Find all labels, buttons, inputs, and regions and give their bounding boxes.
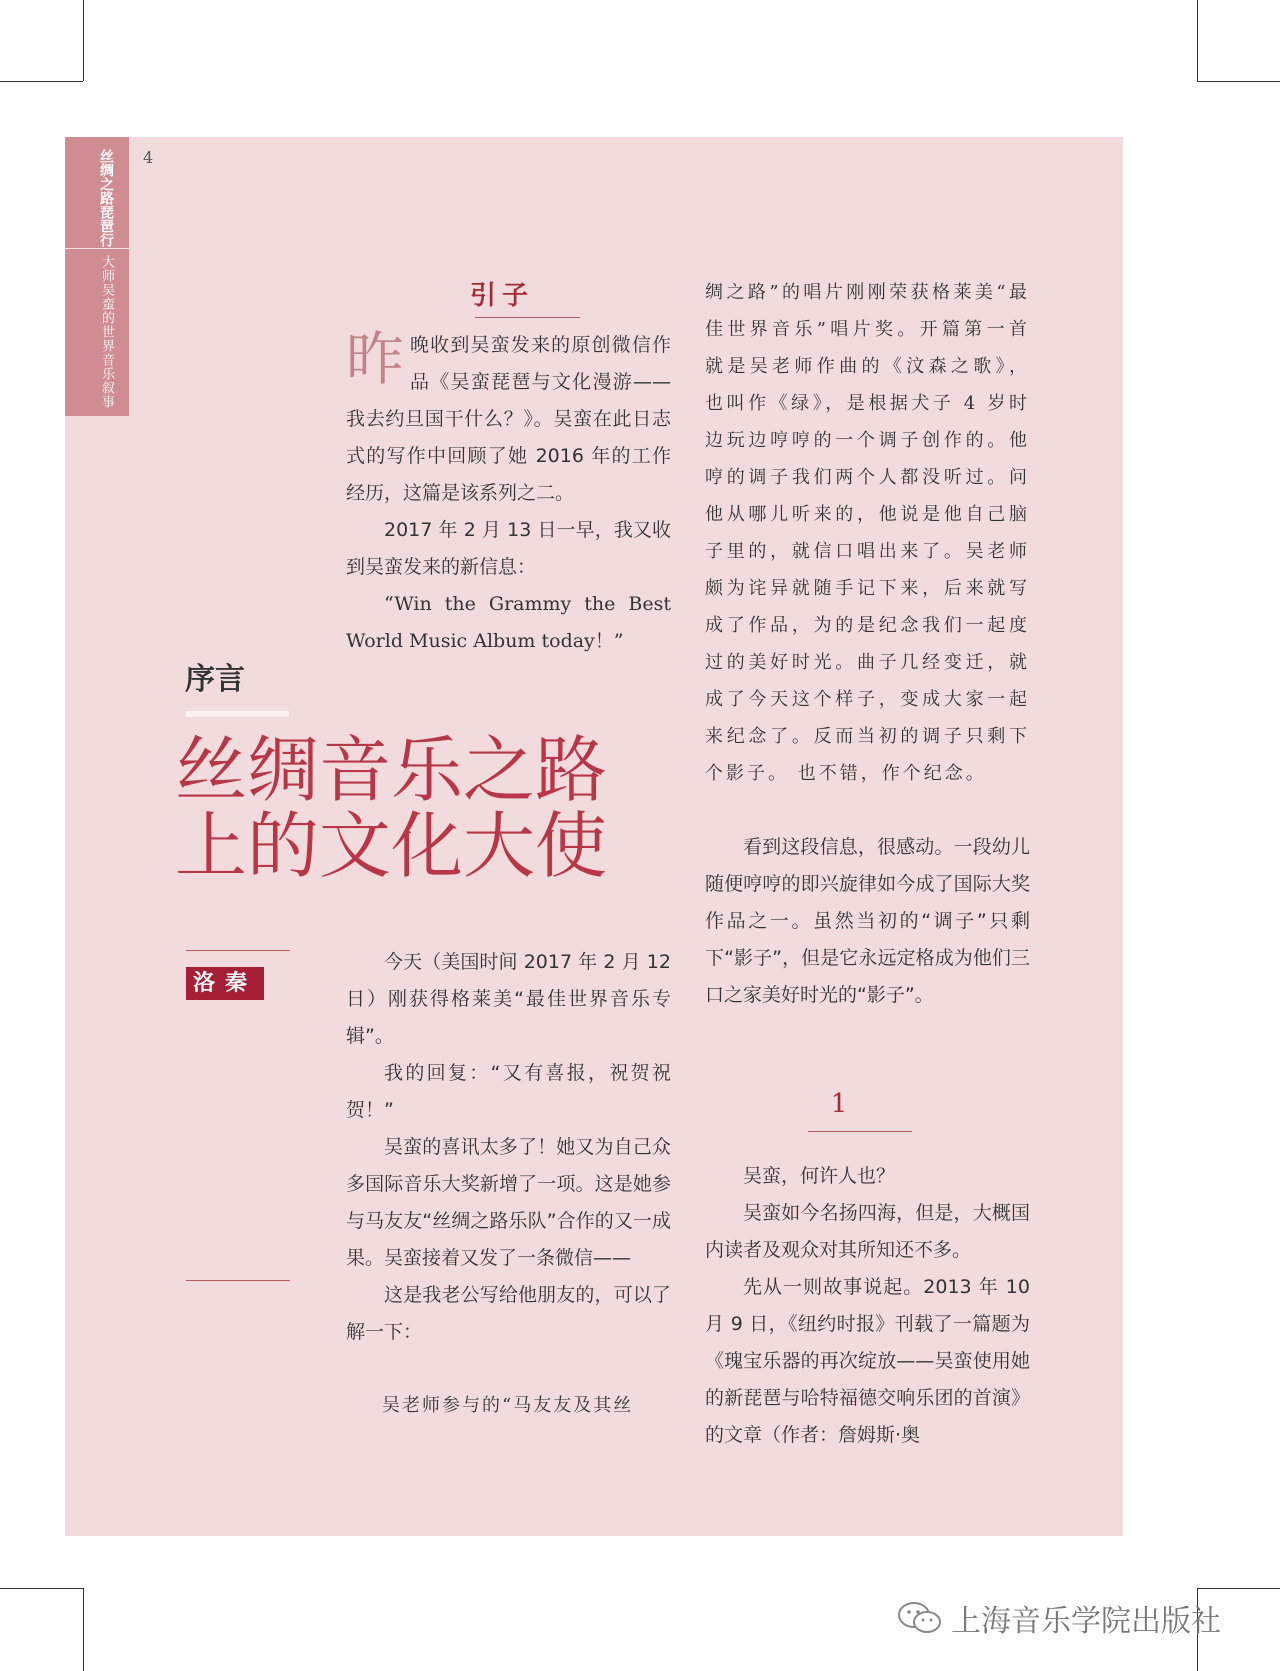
intro-paragraph-1 [346, 327, 671, 512]
page-number: 4 [143, 148, 154, 167]
body-paragraph: 吴蛮的喜讯太多了！她又为自己众多国际音乐大奖新增了一项。这是她参与马友友“丝绸之路乐队”合作的又一成果。吴蛮接着又发了一条微信—— [346, 1136, 671, 1269]
quoted-message-start: 吴老师参与的“马友友及其丝 [382, 1395, 634, 1416]
intro-paragraph-1-text: 晚收到吴蛮发来的原创微信作品《吴蛮琵琶与文化漫游——我去约旦国干什么？》。吴蛮在此日志式的写作中回顾了她 2016 年的工作经历，这篇是该系列之二。 [346, 334, 671, 504]
crop-mark [1197, 0, 1198, 81]
chapter-title-line-2: 上的文化大使 [175, 804, 608, 888]
section-1-text [705, 1158, 1030, 1454]
tab-divider [65, 248, 129, 249]
intro-heading-rule [475, 317, 580, 318]
body-paragraph: 看到这段信息，很感动。一段幼儿随便哼哼的即兴旋律如今成了国际大奖作品之一。虽然当初的“调子”只剩下“影子”，但是它永远定格成为他们三口之家美好时光的“影子”。 [705, 836, 1030, 1006]
body-paragraph: 我的回复：“又有喜报，祝贺祝贺！” [346, 1062, 671, 1121]
wechat-icon [897, 1601, 943, 1635]
body-paragraph: 先从一则故事说起。2013 年 10 月 9 日，《纽约时报》刊载了一篇题为《瑰宝乐器的再次绽放——吴蛮使用她的新琵琶与哈特福德交响乐团的首演》的文章（作者：詹姆斯·奥 [705, 1276, 1030, 1446]
body-paragraph: 吴蛮如今名扬四海，但是，大概国内读者及观众对其所知还不多。 [705, 1202, 1030, 1261]
crop-mark [1197, 1588, 1280, 1589]
intro-paragraph-2: 2017 年 2 月 13 日一早，我又收到吴蛮发来的新信息： [346, 519, 671, 578]
body-paragraph: 这是我老公写给他朋友的，可以了解一下： [346, 1284, 671, 1343]
column-1-lower [346, 944, 671, 1424]
crop-mark [83, 1588, 84, 1671]
drop-cap: 昨 [346, 325, 405, 393]
body-paragraph: 吴蛮，何许人也？ [743, 1165, 896, 1187]
book-subtitle: 大师吴蛮的世界音乐叙事 [99, 255, 114, 409]
chapter-title-line-1: 丝绸音乐之路 [175, 728, 608, 812]
body-paragraph: 今天（美国时间 2017 年 2 月 12 日）刚获得格莱美“最佳世界音乐专辑”。 [346, 951, 671, 1047]
preface-label: 序言 [185, 662, 245, 697]
intro-text [346, 327, 671, 660]
crop-mark [83, 0, 84, 81]
chapter-tab [65, 137, 129, 416]
publisher-watermark [897, 1596, 1221, 1640]
quoted-message: 绸之路”的唱片刚刚荣获格莱美“最佳世界音乐”唱片奖。开篇第一首就是吴老师作曲的《汶森之歌》，也叫作《绿》，是根据犬子 4 岁时边玩边哼哼的一个调子创作的。他哼的调子我们两个人都没听过。问他从哪儿听来的，他说是他自己脑子里的，就信口唱出来了。吴老师颇为诧异就随手记下来，后来就写成了作品，为的是纪念我们一起度过的美好时光。曲子几经变迁，就成了今天这个样子，变成大家一起来纪念了。反而当初的调子只剩下个影子。 也不错，作个纪念。 [705, 282, 1030, 784]
author-rule-top [186, 950, 290, 951]
watermark-text: 上海音乐学院出版社 [951, 1604, 1221, 1639]
preface-rule [186, 711, 289, 717]
chapter-title [175, 728, 645, 888]
author-name: 洛秦 [186, 967, 264, 1000]
series-title: 丝绸之路琵琶行 [98, 149, 114, 247]
section-number: 1 [830, 1089, 854, 1119]
author-rule-bottom [186, 1280, 290, 1281]
intro-heading: 引子 [469, 281, 534, 311]
intro-paragraph-3: “Win the Grammy the Best World Music Album today！” [346, 593, 671, 652]
section-number-rule [808, 1131, 912, 1132]
crop-mark [0, 1588, 83, 1589]
book-page [65, 137, 1123, 1536]
crop-mark [0, 81, 83, 82]
crop-mark [1197, 81, 1280, 82]
column-2 [705, 274, 1030, 1014]
